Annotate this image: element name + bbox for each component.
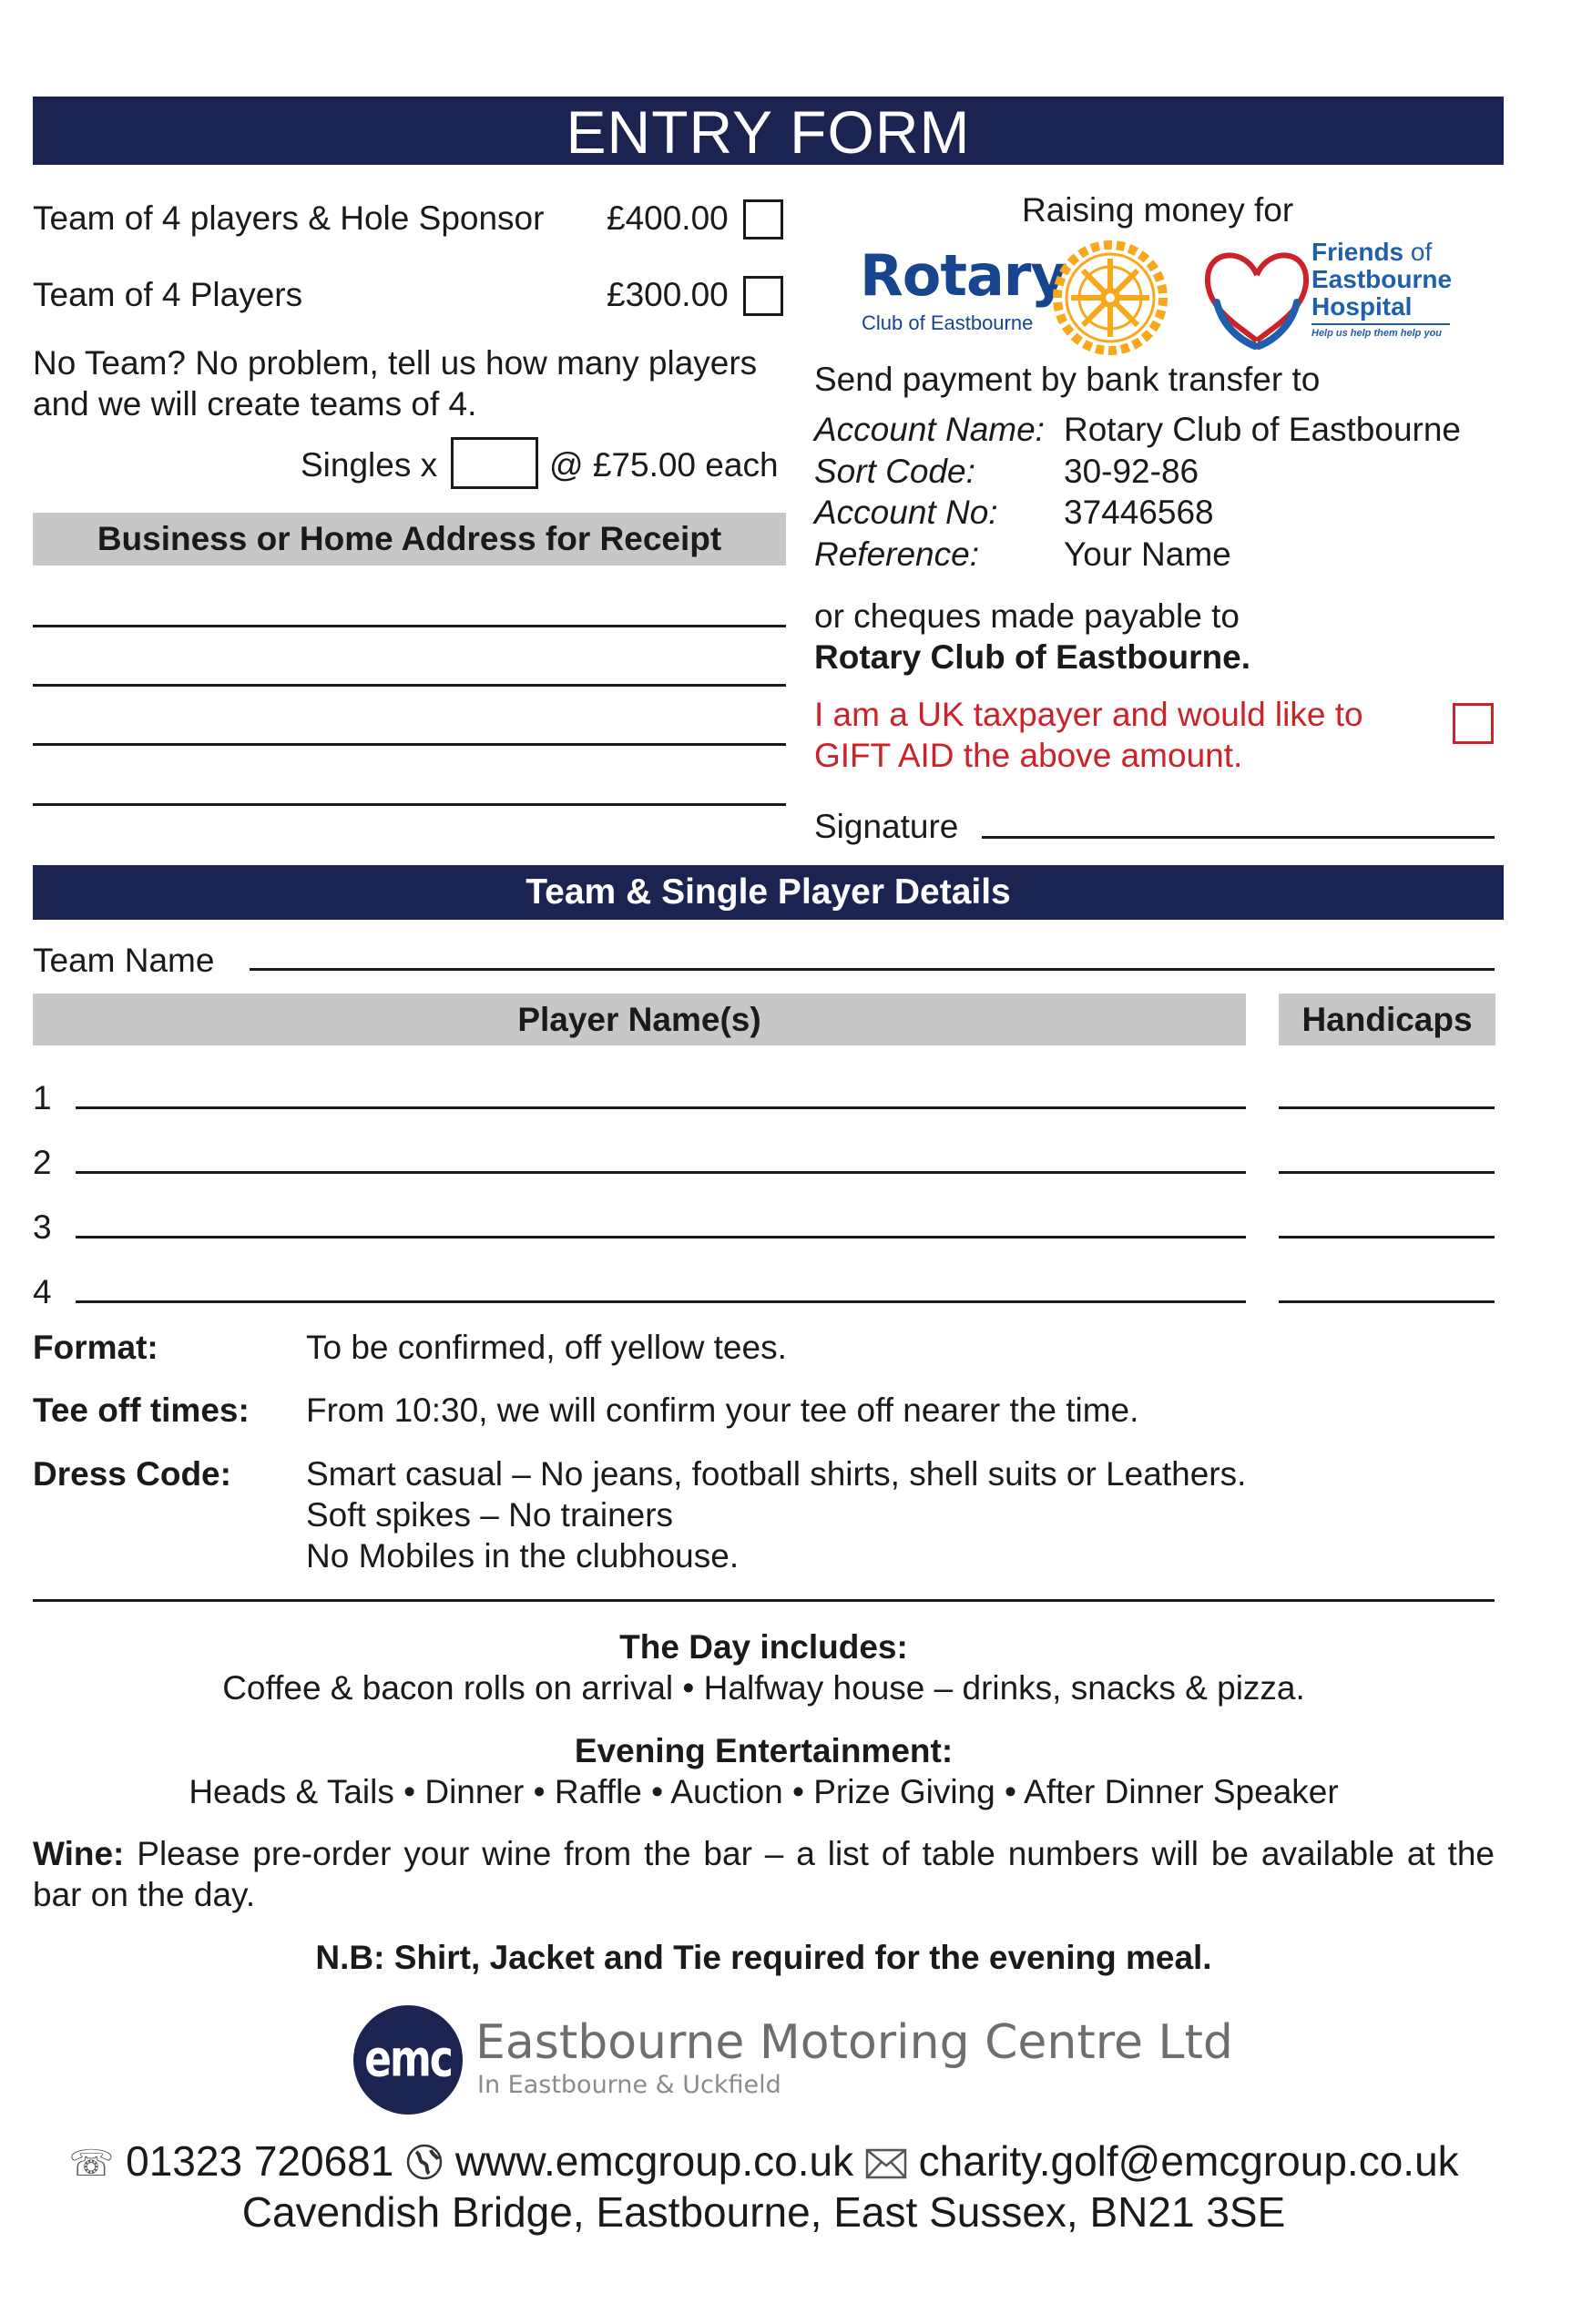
email-icon (865, 2148, 907, 2179)
account-no-label: Account No: (814, 494, 998, 531)
reference-value: Your Name (1064, 535, 1231, 573)
wine-paragraph (33, 1834, 1495, 1874)
gift-aid-checkbox[interactable] (1453, 703, 1494, 744)
dress-code-line3: No Mobiles in the clubhouse. (306, 1537, 740, 1575)
gift-aid-line2: GIFT AID the above amount. (814, 737, 1243, 774)
singles-label: Singles x (301, 446, 438, 484)
player-names-heading-bar (33, 994, 1246, 1045)
team-checkbox[interactable] (743, 276, 783, 316)
wine-text: Please pre-order your wine from the bar – a list of table numbers will be available at the (137, 1835, 1495, 1872)
account-name-value: Rotary Club of Eastbourne (1064, 411, 1462, 448)
player-row-number-2: 2 (33, 1144, 52, 1181)
team-section-header (33, 865, 1504, 920)
handicap-line-3[interactable] (1279, 1236, 1495, 1238)
address-line-3[interactable] (33, 743, 786, 746)
singles-price: @ £75.00 each (549, 446, 779, 484)
address-line-4[interactable] (33, 803, 786, 806)
sponsor-checkbox[interactable] (743, 199, 783, 240)
player-name-line-3[interactable] (76, 1236, 1246, 1238)
player-name-line-2[interactable] (76, 1171, 1246, 1174)
sponsor-option-price: £400.00 (607, 199, 729, 237)
dress-code-line2: Soft spikes – No trainers (306, 1496, 674, 1534)
sponsor-name: Eastbourne Motoring Centre Ltd (475, 2015, 1233, 2070)
player-row-number-1: 1 (33, 1079, 52, 1116)
singles-quantity-input[interactable] (451, 437, 538, 489)
rotary-logo (860, 244, 1169, 353)
team-name-line[interactable] (250, 968, 1495, 971)
section-divider (33, 1599, 1495, 1602)
handicaps-heading: Handicaps (1301, 1001, 1473, 1038)
wine-label: Wine: (33, 1835, 125, 1872)
friends-word: Friends (1311, 238, 1404, 266)
handicap-line-4[interactable] (1279, 1300, 1495, 1303)
email-link[interactable]: charity.golf@emcgroup.co.uk (918, 2137, 1459, 2185)
day-includes-text: Coffee & bacon rolls on arrival • Halfway house – drinks, snacks & pizza. (222, 1669, 1305, 1707)
team-name-label: Team Name (33, 942, 215, 979)
format-label: Format: (33, 1329, 158, 1366)
phone-number[interactable]: 01323 720681 (126, 2137, 394, 2185)
evening-text: Heads & Tails • Dinner • Raffle • Auction • Prize Giving • After Dinner Speaker (189, 1773, 1339, 1810)
handicaps-heading-bar (1279, 994, 1495, 1045)
sponsor-option-label: Team of 4 players & Hole Sponsor (33, 199, 545, 237)
friends-line-eastbourne: Eastbourne (1311, 265, 1453, 293)
reference-label: Reference: (814, 535, 979, 573)
friends-of-word: of (1410, 238, 1433, 266)
team-option-price: £300.00 (607, 276, 729, 313)
emc-logo-text: emc (364, 2030, 452, 2089)
account-name-label: Account Name: (814, 411, 1045, 448)
format-value: To be confirmed, off yellow tees. (306, 1329, 787, 1366)
evening-heading: Evening Entertainment: (574, 1732, 954, 1769)
address-heading-bar (33, 513, 786, 566)
address-line-1[interactable] (33, 625, 786, 627)
tee-off-label: Tee off times: (33, 1391, 250, 1429)
rotary-subtitle: Club of Eastbourne (862, 311, 1034, 334)
postal-address: Cavendish Bridge, Eastbourne, East Sussex, BN21 3SE (241, 2188, 1286, 2236)
sort-code-value: 30-92-86 (1064, 453, 1199, 490)
contact-line (33, 2135, 1495, 2189)
raising-money-text: Raising money for (1022, 191, 1294, 229)
signature-label: Signature (814, 808, 959, 845)
entry-form-header (33, 97, 1504, 165)
handicap-line-2[interactable] (1279, 1171, 1495, 1174)
gift-aid-line1: I am a UK taxpayer and would like to (814, 696, 1363, 733)
no-team-text-line2: and we will create teams of 4. (33, 385, 477, 423)
payment-intro: Send payment by bank transfer to (814, 361, 1321, 398)
globe-icon (405, 2143, 444, 2181)
team-option-label: Team of 4 Players (33, 276, 303, 313)
player-row-number-4: 4 (33, 1273, 52, 1310)
player-name-line-1[interactable] (76, 1106, 1246, 1109)
player-names-heading: Player Name(s) (517, 1001, 761, 1038)
dress-code-label: Dress Code: (33, 1455, 231, 1493)
website-link[interactable]: www.emcgroup.co.uk (454, 2137, 854, 2185)
no-team-text-line1: No Team? No problem, tell us how many players (33, 344, 758, 382)
cheques-line1: or cheques made payable to (814, 597, 1240, 635)
dress-code-line1: Smart casual – No jeans, football shirts, shell suits or Leathers. (306, 1455, 1247, 1493)
cheques-payee: Rotary Club of Eastbourne. (814, 638, 1250, 676)
tee-off-value: From 10:30, we will confirm your tee off nearer the time. (306, 1391, 1139, 1429)
sort-code-label: Sort Code: (814, 453, 975, 490)
account-no-value: 37446568 (1064, 494, 1214, 531)
address-line-2[interactable] (33, 684, 786, 687)
heart-hands-icon (1199, 239, 1315, 352)
phone-icon: ☏ (68, 2143, 115, 2185)
player-row-number-3: 3 (33, 1208, 52, 1246)
team-section-heading: Team & Single Player Details (526, 872, 1011, 912)
address-heading: Business or Home Address for Receipt (97, 520, 722, 557)
emc-logo (353, 2005, 463, 2115)
rotary-wheel-icon (1053, 240, 1168, 355)
handicap-line-1[interactable] (1279, 1106, 1495, 1109)
page-title: ENTRY FORM (566, 98, 971, 166)
friends-hospital-logo (1199, 237, 1463, 355)
friends-line-hospital: Hospital (1311, 292, 1413, 321)
rotary-wordmark: Rotary (860, 242, 1066, 309)
sponsor-subtitle: In Eastbourne & Uckfield (477, 2071, 781, 2099)
friends-tagline: Help us help them help you (1311, 328, 1443, 339)
day-includes-heading: The Day includes: (619, 1628, 908, 1666)
signature-line[interactable] (982, 836, 1495, 839)
wine-text-line2: bar on the day. (33, 1876, 256, 1913)
player-name-line-4[interactable] (76, 1300, 1246, 1303)
dress-requirement-note: N.B: Shirt, Jacket and Tie required for the evening meal. (315, 1939, 1212, 1976)
